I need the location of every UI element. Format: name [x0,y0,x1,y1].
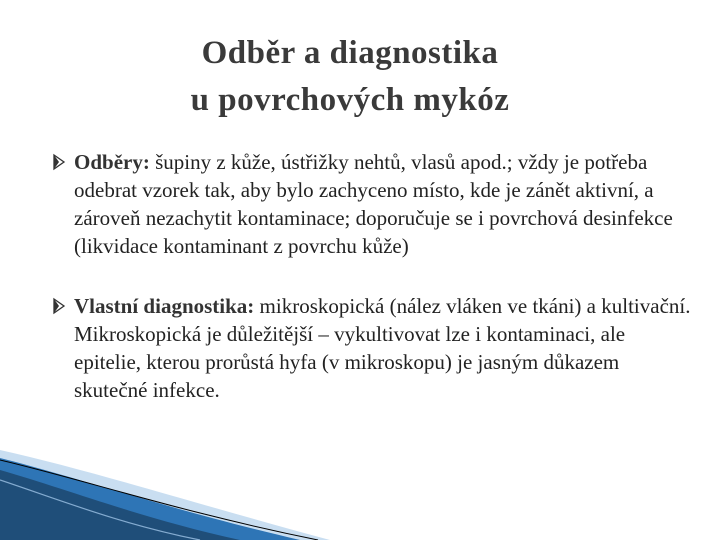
bullet-text: mikroskopická (nález vláken ve tkáni) a kultivační. Mikroskopická je důležitější – vykultivovat lze i kontaminaci, ale epitelie, kterou prorůstá hyfa (v mikroskopu) je jasným důkazem skutečné infekce. [74,294,691,402]
slide-title-line-2: u povrchových mykóz [190,82,510,118]
bullet-item-odbery [52,148,692,260]
bullet-list [52,148,692,404]
slide-title [140,30,560,124]
bullet-text: šupiny z kůže, ústřižky nehtů, vlasů apod.; vždy je potřeba odebrat vzorek tak, aby bylo zachyceno místo, kde je zánět aktivní, a zároveň nezachytit kontaminace; doporučuje se i povrchová desinfekce (likvidace kontaminant z povrchu kůže) [74,150,673,258]
bullet-item-diagnostika [52,292,692,404]
slide-title-line-1: Odběr a diagnostika [201,35,499,71]
arrow-bullet-icon [52,294,66,318]
bullet-lead: Odběry: [74,150,150,174]
bullet-lead: Vlastní diagnostika: [74,294,255,318]
arrow-bullet-icon [52,150,66,174]
corner-wave-decoration [0,450,330,540]
